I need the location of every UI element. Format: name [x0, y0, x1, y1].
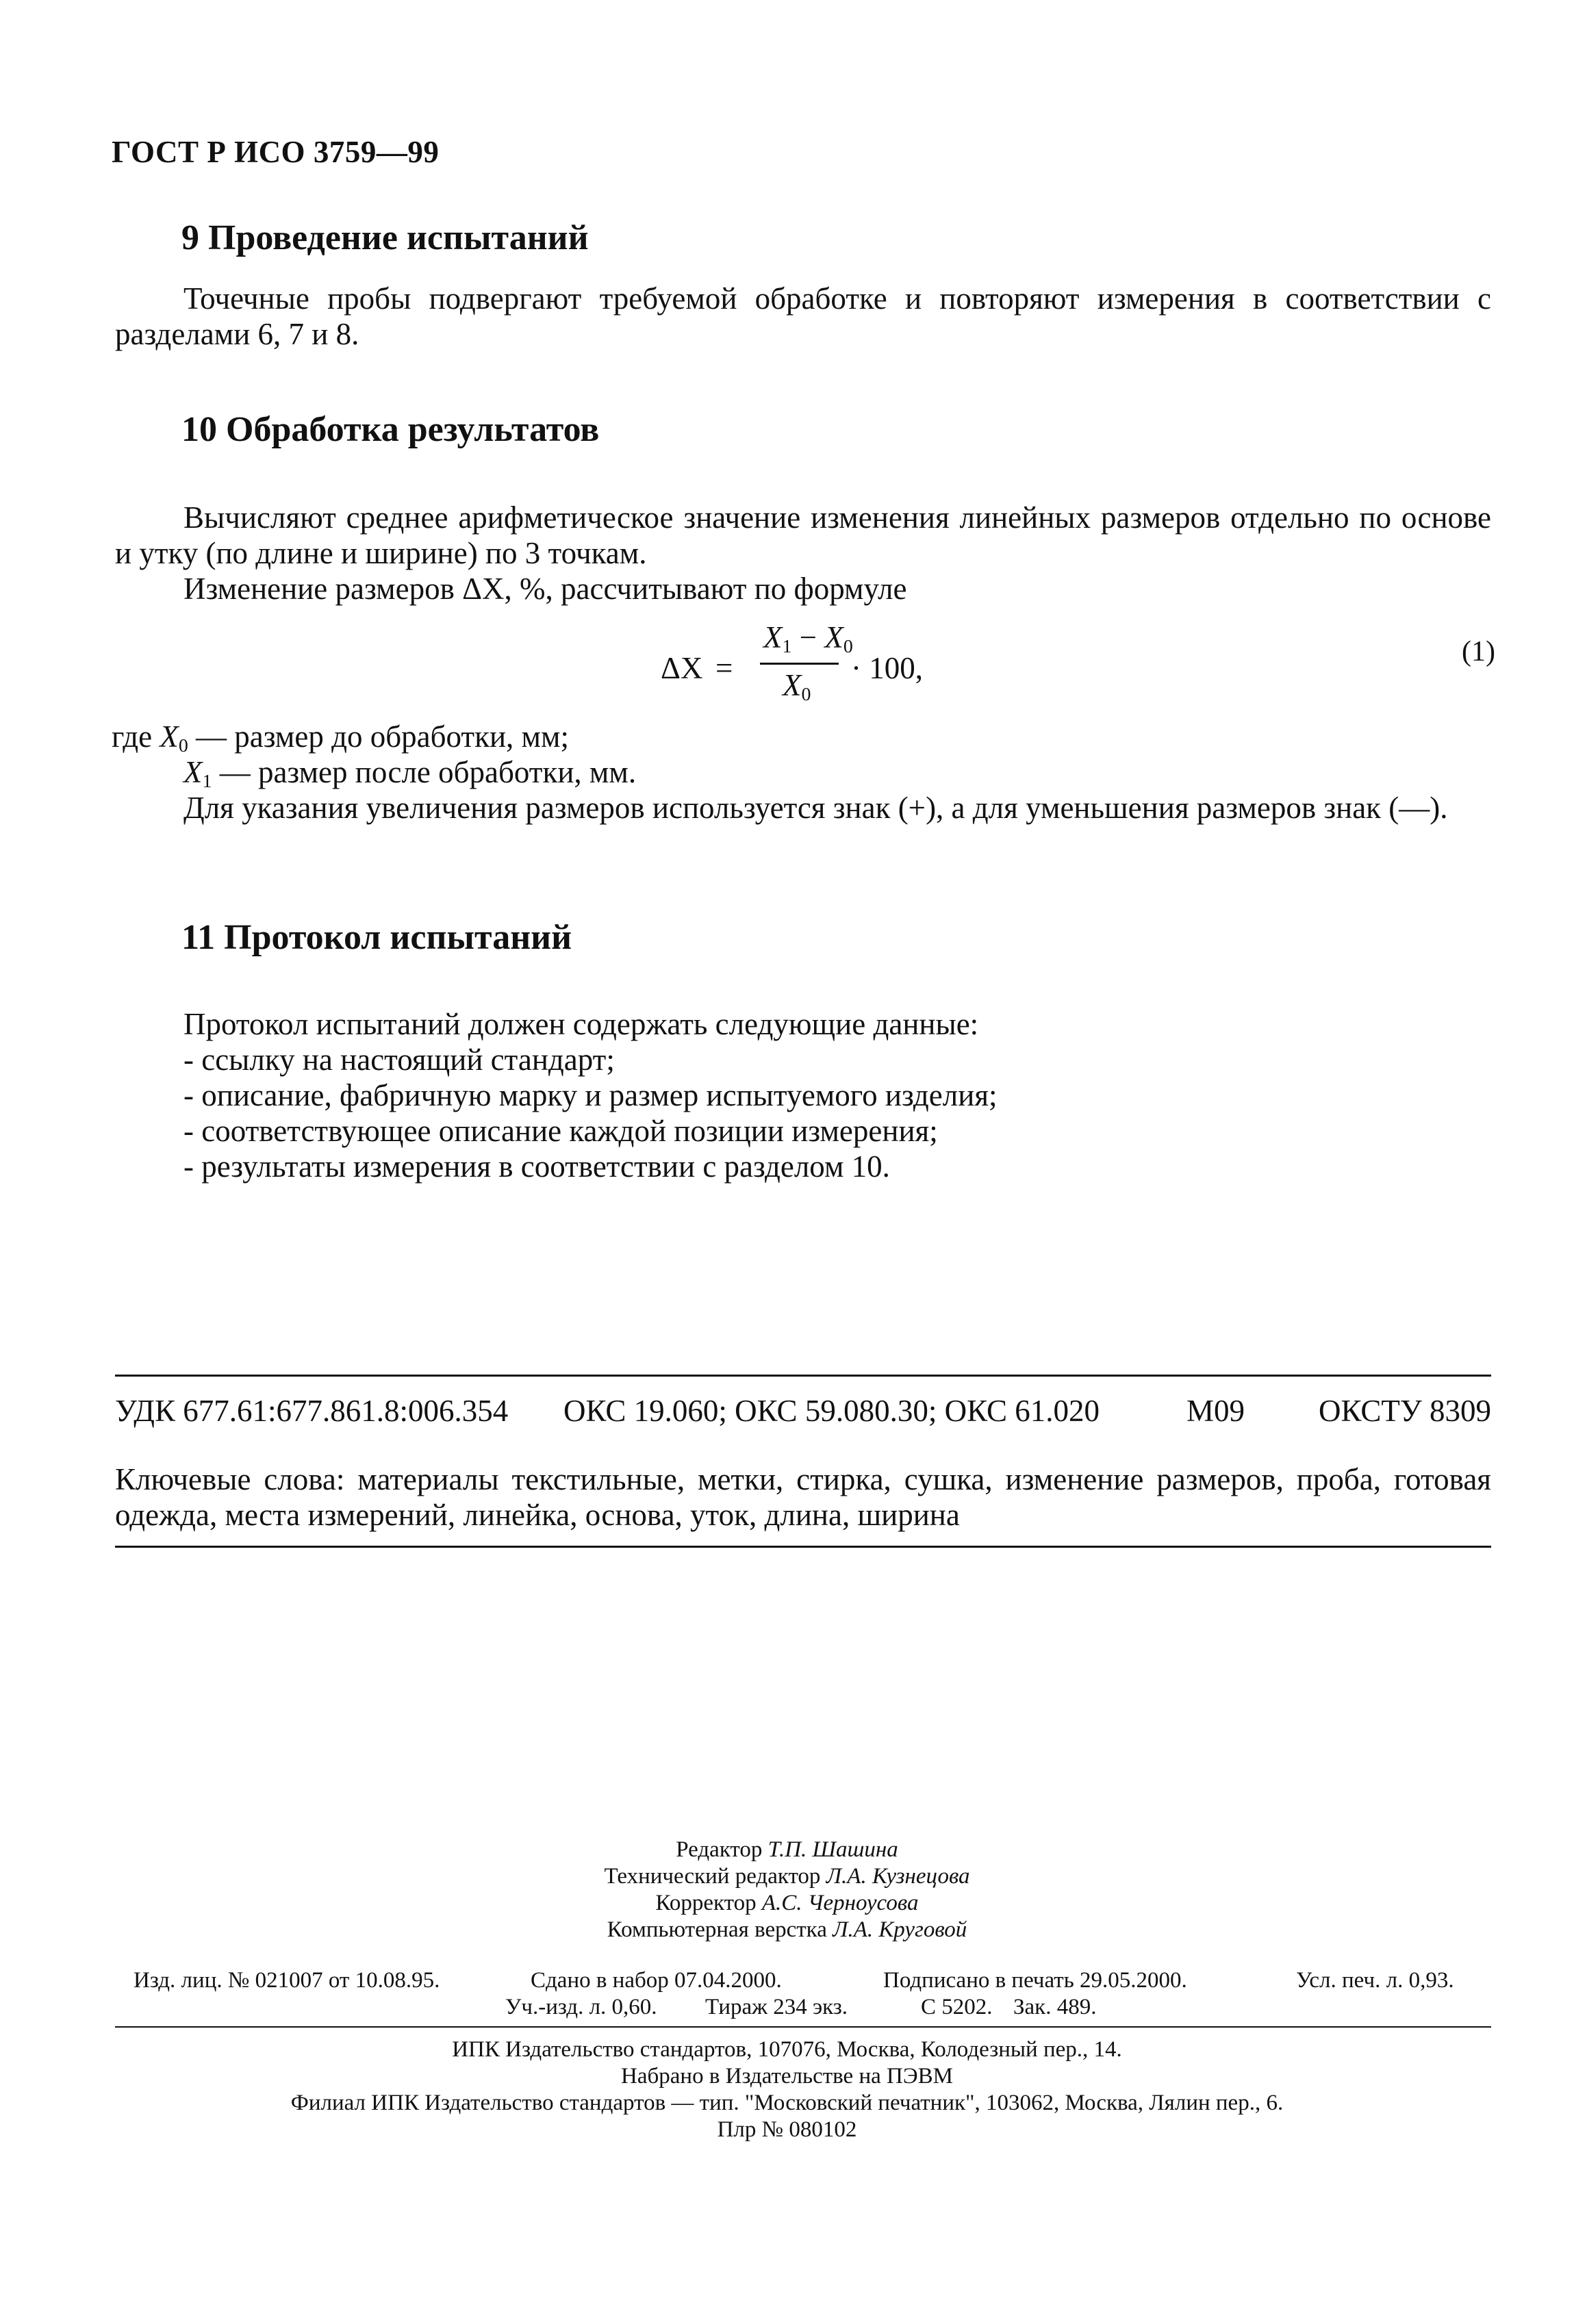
- formula-denominator: $X_0$: [783, 668, 811, 705]
- section-10-title: 10 Обработка результатов: [181, 410, 600, 449]
- bottom-divider: [115, 1546, 1491, 1548]
- section-11-intro: Протокол испытаний должен содержать следующие данные:: [183, 1007, 979, 1041]
- top-divider: [115, 1375, 1491, 1377]
- okstu-code: ОКСТУ 8309: [1318, 1394, 1491, 1428]
- section-10-paragraph-2: Изменение размеров ΔX, %, рассчитывают по формуле: [183, 572, 907, 606]
- imprint-typeset: Набрано в Издательстве на ПЭВМ: [621, 2064, 953, 2089]
- imprint-publisher: ИПК Издательство стандартов, 107076, Москва, Колодезный пер., 14.: [452, 2037, 1122, 2062]
- list-item: - соответствующее описание каждой позиции измерения;: [183, 1114, 938, 1148]
- imprint-divider: [115, 2026, 1491, 2028]
- imprint-print-sheets: Усл. печ. л. 0,93.: [1296, 1968, 1454, 1993]
- imprint-c-code: С 5202.: [921, 1995, 993, 2019]
- formula-fraction-bar: [760, 663, 839, 665]
- list-item: - результаты измерения в соответствии с разделом 10.: [183, 1149, 890, 1184]
- imprint-pub-sheets: Уч.-изд. л. 0,60.: [505, 1995, 657, 2019]
- keywords: Ключевые слова: материалы текстильные, метки, стирка, сушка, изменение размеров, проба, готовая одежда, места измерений, линейка, основа, уток, длина, ширина: [115, 1462, 1491, 1532]
- credit-editor: Редактор Т.П. Шашина: [676, 1837, 898, 1862]
- formula-numerator: $X_1 - X_0$: [763, 620, 853, 657]
- sign-note-paragraph: Для указания увеличения размеров используется знак (+), а для уменьшения размеров знак (—).: [183, 791, 1448, 825]
- formula-multiplier: · 100,: [851, 651, 923, 685]
- section-11-title: 11 Протокол испытаний: [181, 918, 572, 957]
- imprint-plr: Плр № 080102: [717, 2117, 857, 2142]
- imprint-branch: Филиал ИПК Издательство стандартов — тип. "Московский печатник", 103062, Москва, Лялин пер., 6.: [290, 2091, 1284, 2115]
- section-9-title: 9 Проведение испытаний: [181, 218, 589, 257]
- list-item: - ссылку на настоящий стандарт;: [183, 1043, 615, 1077]
- formula-delta-x: [661, 620, 1017, 722]
- equation-number: (1): [1462, 636, 1495, 667]
- where-x0-line: где $X_0$ — размер до обработки, мм;: [112, 719, 569, 756]
- classification-row: [115, 1393, 1491, 1434]
- formula-equals: =: [715, 651, 733, 685]
- imprint-signed: Подписано в печать 29.05.2000.: [883, 1968, 1187, 1993]
- udk-code: УДК 677.61:677.861.8:006.354: [115, 1394, 509, 1428]
- credit-layout: Компьютерная верстка Л.А. Круговой: [607, 1917, 967, 1942]
- where-x1-line: $X_1$ — размер после обработки, мм.: [183, 755, 637, 792]
- credit-tech-editor: Технический редактор Л.А. Кузнецова: [604, 1864, 970, 1889]
- section-9-paragraph: Точечные пробы подвергают требуемой обработке и повторяют измерения в соответствии с разделами 6, 7 и 8.: [115, 281, 1491, 351]
- list-item: - описание, фабричную марку и размер испытуемого изделия;: [183, 1078, 998, 1112]
- standard-code: ГОСТ Р ИСО 3759—99: [112, 135, 440, 169]
- formula-lhs: ΔX: [661, 651, 703, 685]
- section-10-paragraph-1: Вычисляют среднее арифметическое значение изменения линейных размеров отдельно по основе и утку (по длине и ширине) по 3 точкам.: [115, 500, 1491, 570]
- credit-corrector: Корректор А.С. Черноусова: [655, 1891, 919, 1915]
- imprint-run: Тираж 234 экз.: [705, 1995, 848, 2019]
- imprint-sent-to-set: Сдано в набор 07.04.2000.: [531, 1968, 782, 1993]
- m-code: М09: [1186, 1394, 1245, 1428]
- imprint-order: Зак. 489.: [1013, 1995, 1097, 2019]
- imprint-license: Изд. лиц. № 021007 от 10.08.95.: [134, 1968, 440, 1993]
- oks-codes: ОКС 19.060; ОКС 59.080.30; ОКС 61.020: [563, 1394, 1100, 1428]
